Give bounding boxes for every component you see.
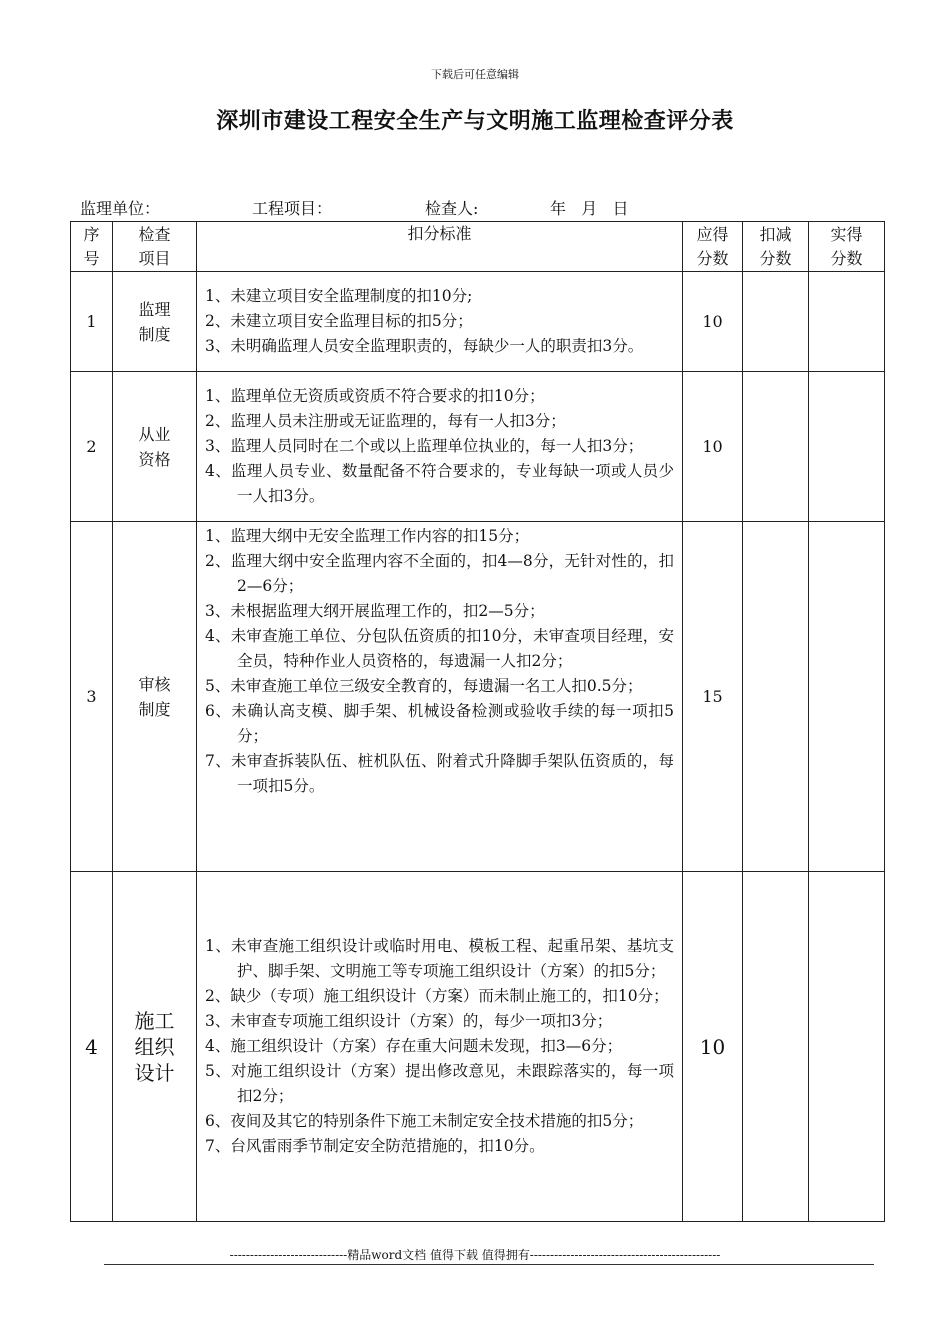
row-due-score: 10 xyxy=(683,872,743,1222)
criteria-line: 1、监理单位无资质或资质不符合要求的扣10分； xyxy=(205,387,545,405)
project-label: 工程项目： xyxy=(252,199,333,218)
col-header-item: 检查 项目 xyxy=(113,222,197,272)
row-actual-score[interactable] xyxy=(809,272,885,372)
criteria-line: 6、未确认高支模、脚手架、机械设备检测或验收手续的每一项扣5分； xyxy=(205,702,674,745)
row-deduct-score[interactable] xyxy=(743,272,809,372)
row-number: 2 xyxy=(71,372,113,522)
criteria-line: 4、施工组织设计（方案）存在重大问题未发现，扣3—6分； xyxy=(205,1037,623,1055)
row-deduct-score[interactable] xyxy=(743,522,809,872)
row-due-score: 10 xyxy=(683,372,743,522)
criteria-line: 2、缺少（专项）施工组织设计（方案）而未制止施工的，扣10分； xyxy=(205,987,669,1005)
criteria-line: 3、未审查专项施工组织设计（方案）的，每少一项扣3分； xyxy=(205,1012,613,1030)
criteria-line: 3、未明确监理人员安全监理职责的，每缺少一人的职责扣3分。 xyxy=(205,337,644,355)
row-deduct-score[interactable] xyxy=(743,872,809,1222)
date-label: 年 月 日 xyxy=(550,199,629,218)
criteria-line: 1、未建立项目安全监理制度的扣10分; xyxy=(205,287,473,305)
header-note: 下载后可任意编辑 xyxy=(431,68,519,81)
criteria-line: 5、对施工组织设计（方案）提出修改意见，未跟踪落实的，每一项扣2分； xyxy=(205,1062,674,1105)
criteria-line: 6、夜间及其它的特别条件下施工未制定安全技术措施的扣5分； xyxy=(205,1112,644,1130)
score-table xyxy=(70,221,885,1222)
col-header-due: 应得 分数 xyxy=(683,222,743,272)
table-row xyxy=(71,372,885,522)
criteria-line: 1、监理大纲中无安全监理工作内容的扣15分； xyxy=(205,527,530,545)
criteria-line: 2、监理大纲中安全监理内容不全面的，扣4—8分，无针对性的，扣2—6分； xyxy=(205,552,674,595)
header-row xyxy=(71,222,885,272)
row-criteria xyxy=(197,872,683,1222)
criteria-line: 3、监理人员同时在二个或以上监理单位执业的，每一人扣3分； xyxy=(205,437,644,455)
unit-label: 监理单位： xyxy=(80,199,161,218)
row-number: 1 xyxy=(71,272,113,372)
row-criteria xyxy=(197,372,683,522)
footer-divider xyxy=(104,1264,874,1265)
criteria-line: 3、未根据监理大纲开展监理工作的，扣2—5分； xyxy=(205,602,545,620)
criteria-line: 5、未审查施工单位三级安全教育的，每遗漏一名工人扣0.5分； xyxy=(205,677,643,695)
criteria-line: 7、未审查拆装队伍、桩机队伍、附着式升降脚手架队伍资质的，每一项扣5分。 xyxy=(205,752,674,795)
row-number: 3 xyxy=(71,522,113,872)
row-deduct-score[interactable] xyxy=(743,372,809,522)
row-actual-score[interactable] xyxy=(809,872,885,1222)
col-header-deduct: 扣减 分数 xyxy=(743,222,809,272)
table-row xyxy=(71,872,885,1222)
row-actual-score[interactable] xyxy=(809,372,885,522)
row-due-score: 10 xyxy=(683,272,743,372)
col-header-actual: 实得 分数 xyxy=(809,222,885,272)
criteria-line: 4、未审查施工单位、分包队伍资质的扣10分，未审查项目经理，安全员，特种作业人员资格的，每遗漏一人扣2分； xyxy=(205,627,674,670)
row-due-score: 15 xyxy=(683,522,743,872)
criteria-line: 7、台风雷雨季节制定安全防范措施的，扣10分。 xyxy=(205,1137,545,1155)
row-number: 4 xyxy=(71,872,113,1222)
row-item: 监理 制度 xyxy=(113,272,197,372)
row-item: 施工 组织 设计 xyxy=(113,872,197,1222)
footer-text: -----------------------------精品word文档 值得下载 值得拥有----------------------------------------------- xyxy=(229,1248,721,1262)
criteria-line: 2、未建立项目安全监理目标的扣5分； xyxy=(205,312,473,330)
table-row xyxy=(71,522,885,872)
table-row xyxy=(71,272,885,372)
row-item: 从业 资格 xyxy=(113,372,197,522)
row-item: 审核 制度 xyxy=(113,522,197,872)
criteria-line: 2、监理人员未注册或无证监理的，每有一人扣3分； xyxy=(205,412,566,430)
page-title: 深圳市建设工程安全生产与文明施工监理检查评分表 xyxy=(216,108,734,134)
row-actual-score[interactable] xyxy=(809,522,885,872)
criteria-line: 4、监理人员专业、数量配备不符合要求的，专业每缺一项或人员少一人扣3分。 xyxy=(205,462,674,505)
inspector-label: 检查人: xyxy=(425,199,479,218)
row-criteria xyxy=(197,272,683,372)
criteria-line: 1、未审查施工组织设计或临时用电、模板工程、起重吊架、基坑支护、脚手架、文明施工等专项施工组织设计（方案）的扣5分； xyxy=(205,937,674,980)
col-header-no: 序 号 xyxy=(71,222,113,272)
row-criteria xyxy=(197,522,683,872)
col-header-criteria: 扣分标准 xyxy=(197,222,683,272)
